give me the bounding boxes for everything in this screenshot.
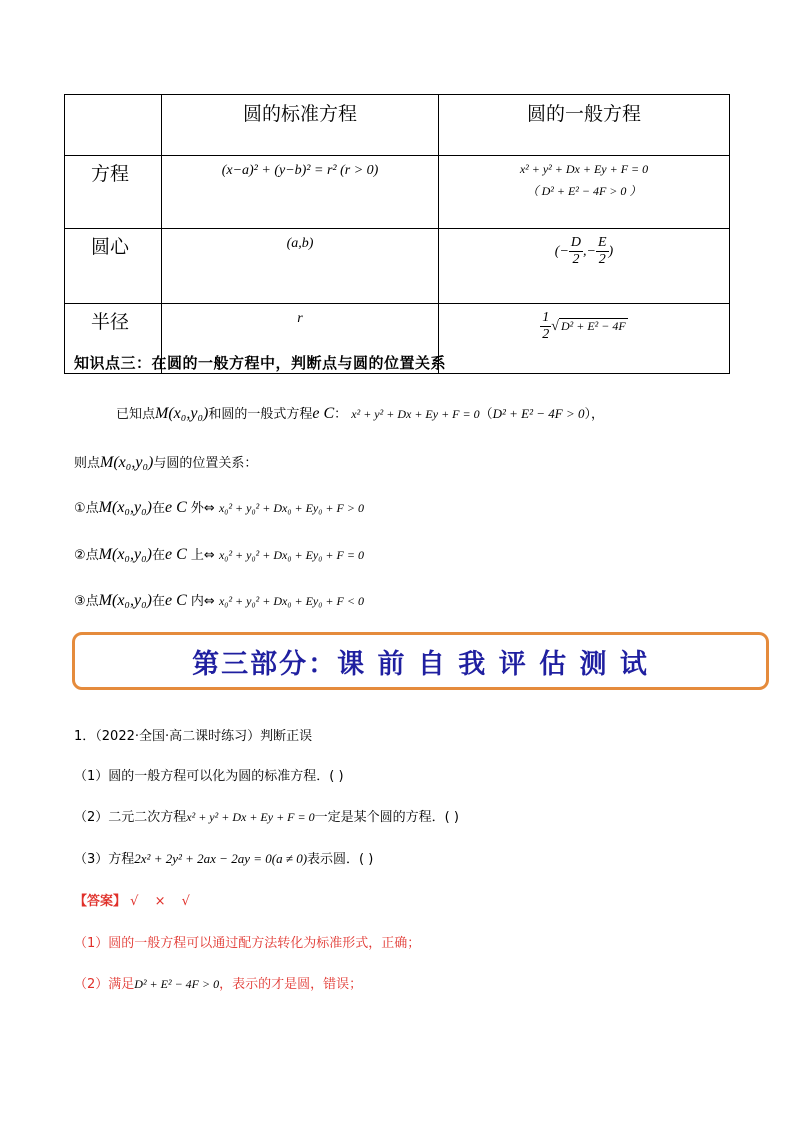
center-fraction-e bbox=[596, 235, 609, 268]
question-equation: x² + y² + Dx + Ey + F = 0 bbox=[186, 810, 315, 824]
row-label-center: 圆心 bbox=[65, 229, 162, 304]
question-1: （1）圆的一般方程可以化为圆的标准方程．( ) bbox=[74, 769, 344, 784]
relation-item-outside bbox=[74, 497, 364, 517]
item-number: ①点 bbox=[74, 501, 99, 516]
header-standard-equation: 圆的标准方程 bbox=[162, 95, 439, 156]
then-text: 与圆的位置关系： bbox=[153, 456, 258, 471]
fraction-numerator: 1 bbox=[542, 310, 550, 325]
in-word: 在 bbox=[151, 501, 165, 516]
table-corner-cell bbox=[65, 95, 162, 156]
general-center bbox=[554, 235, 614, 267]
relation-item-on bbox=[74, 544, 364, 564]
knowledge-point-title: 知识点三：在圆的一般方程中，判断点与圆的位置关系 bbox=[74, 354, 447, 372]
item-number: ③点 bbox=[74, 594, 99, 609]
general-equation-cell bbox=[439, 156, 730, 229]
standard-equation-cell bbox=[162, 156, 439, 229]
general-center-cell bbox=[439, 229, 730, 304]
question-intro: 1．（2022·全国·高二课时练习）判断正误 bbox=[74, 729, 313, 744]
general-equation-inline: x² + y² + Dx + Ey + F = 0 bbox=[351, 407, 480, 421]
question-text: （3）方程 bbox=[74, 852, 135, 867]
row-label-equation: 方程 bbox=[65, 156, 162, 229]
circle-c: e C bbox=[312, 405, 335, 422]
explanation-equation: D² + E² − 4F > 0 bbox=[134, 977, 220, 991]
condition-inline: D² + E² − 4F > 0 bbox=[492, 406, 585, 421]
center-prefix: (− bbox=[554, 243, 569, 259]
table-row bbox=[65, 229, 730, 304]
fraction-denominator: 2 bbox=[542, 327, 550, 342]
answer-marks: √ × √ bbox=[130, 894, 196, 909]
section-banner bbox=[72, 632, 769, 690]
radius-fraction bbox=[540, 310, 551, 343]
center-suffix: ) bbox=[608, 243, 614, 259]
point-m: M(x₀,y₀) bbox=[155, 405, 209, 422]
question-text: 表示圆．( ) bbox=[307, 852, 374, 867]
relation-expression: x₀² + y₀² + Dx₀ + Ey₀ + F > 0 bbox=[218, 501, 364, 515]
standard-equation: (x−a)² + (y−b)² = r² (r > 0) bbox=[221, 163, 379, 178]
then-text: 则点 bbox=[74, 456, 101, 471]
intro-text: （ bbox=[479, 407, 493, 422]
fraction-denominator: 2 bbox=[598, 252, 606, 267]
fraction-denominator: 2 bbox=[572, 252, 580, 267]
question-3 bbox=[74, 848, 373, 867]
section-banner-title: 第三部分：课 前 自 我 评 估 测 试 bbox=[192, 648, 649, 680]
explanation-1: （1）圆的一般方程可以通过配方法转化为标准形式，正确； bbox=[74, 936, 421, 951]
question-text: （2）二元二次方程 bbox=[74, 810, 187, 825]
item-number: ②点 bbox=[74, 548, 99, 563]
fraction-numerator: E bbox=[597, 235, 607, 250]
intro-text: ）， bbox=[584, 407, 605, 422]
relation-expression: x₀² + y₀² + Dx₀ + Ey₀ + F = 0 bbox=[218, 548, 364, 562]
in-word: 在 bbox=[151, 594, 165, 609]
knowledge-intro-line bbox=[116, 403, 604, 423]
question-text: 一定是某个圆的方程．( ) bbox=[314, 810, 459, 825]
general-equation-condition: （ D² + E² − 4F > 0 ） bbox=[526, 184, 642, 198]
explanation-text: ，表示的才是圆，错误； bbox=[219, 977, 363, 992]
explanation-text: （2）满足 bbox=[74, 977, 135, 992]
point-m: M(x₀,y₀) bbox=[98, 499, 152, 516]
sqrt-symbol: √ bbox=[551, 318, 559, 334]
relation-text: 内⇔ bbox=[190, 594, 215, 609]
general-equation: x² + y² + Dx + Ey + F = 0 bbox=[519, 162, 649, 176]
intro-text: 已知点 bbox=[116, 407, 156, 422]
center-separator: ,− bbox=[583, 243, 596, 259]
fraction-numerator: D bbox=[570, 235, 582, 250]
general-radius bbox=[540, 310, 627, 342]
question-equation: 2x² + 2y² + 2ax − 2ay = 0(a ≠ 0) bbox=[134, 851, 308, 866]
intro-text: ： bbox=[334, 407, 348, 422]
relation-text: 外⇔ bbox=[190, 501, 215, 516]
circle-c: e C bbox=[164, 499, 187, 516]
table-row bbox=[65, 156, 730, 229]
relation-item-inside bbox=[74, 590, 364, 610]
relation-text: 上⇔ bbox=[190, 548, 215, 563]
answer-line bbox=[74, 890, 196, 909]
point-m: M(x₀,y₀) bbox=[100, 454, 154, 471]
center-fraction-d bbox=[569, 235, 583, 268]
general-radius-cell bbox=[439, 304, 730, 374]
in-word: 在 bbox=[151, 548, 165, 563]
explanation-2 bbox=[74, 973, 362, 992]
radicand: D² + E² − 4F bbox=[560, 318, 626, 333]
point-m: M(x₀,y₀) bbox=[98, 592, 152, 609]
header-general-equation: 圆的一般方程 bbox=[439, 95, 730, 156]
circle-equation-table bbox=[64, 94, 730, 374]
point-m: M(x₀,y₀) bbox=[98, 546, 152, 563]
knowledge-then-line bbox=[74, 452, 257, 472]
answer-label: 【答案】 bbox=[74, 894, 127, 909]
question-2 bbox=[74, 806, 459, 825]
row-label-radius: 半径 bbox=[65, 304, 162, 374]
standard-center-cell bbox=[162, 229, 439, 304]
standard-center: (a,b) bbox=[286, 236, 314, 251]
standard-radius: r bbox=[297, 311, 303, 326]
circle-c: e C bbox=[164, 546, 187, 563]
circle-c: e C bbox=[164, 592, 187, 609]
table-header-row bbox=[65, 95, 730, 156]
intro-text: 和圆的一般式方程 bbox=[208, 407, 313, 422]
relation-expression: x₀² + y₀² + Dx₀ + Ey₀ + F < 0 bbox=[218, 594, 364, 608]
